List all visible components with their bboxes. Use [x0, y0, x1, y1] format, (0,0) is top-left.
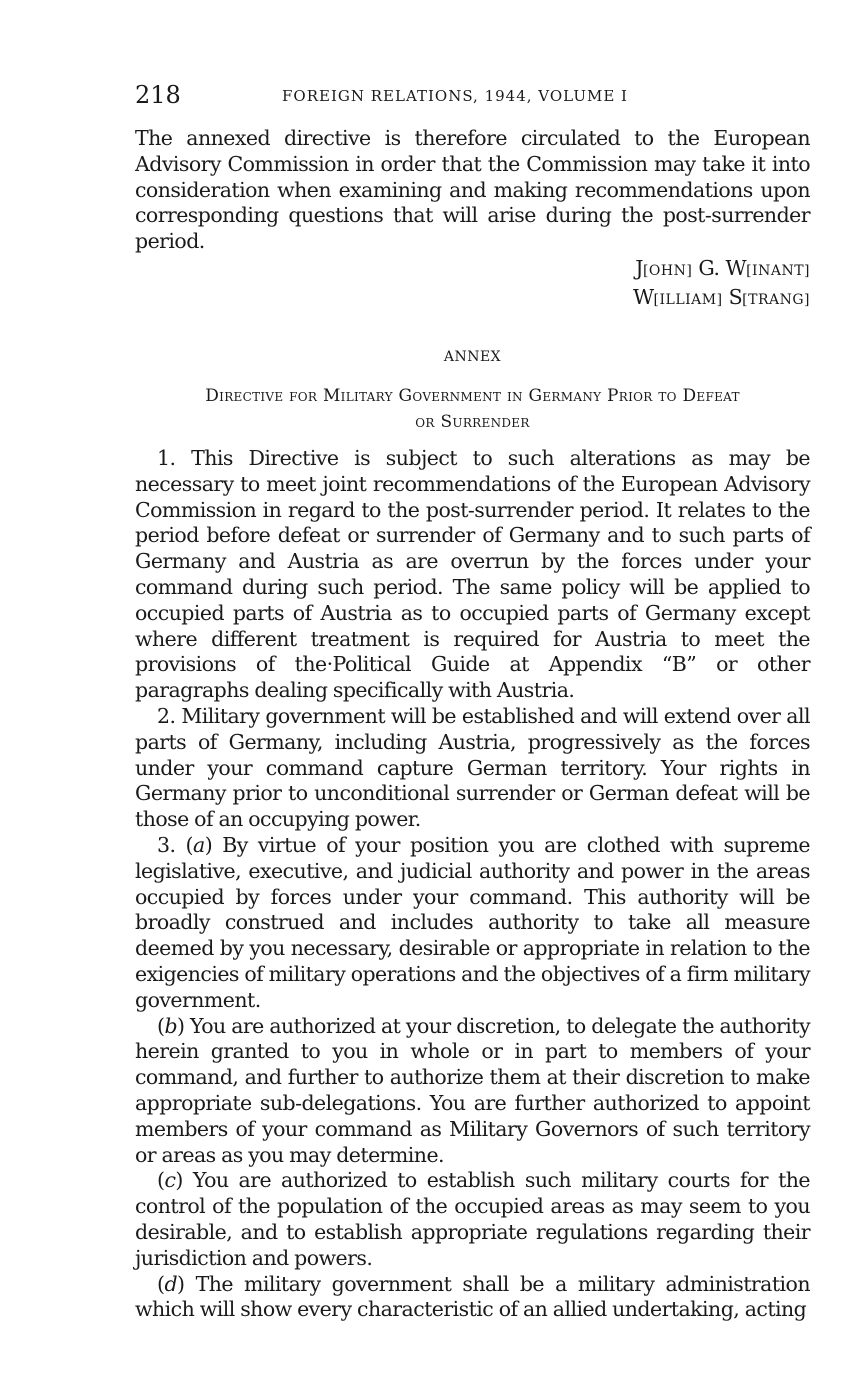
directive-body — [135, 446, 810, 1323]
page-header — [135, 80, 810, 110]
paragraph-1: 1. This Directive is subject to such alterations as may be necessary to meet joint recommendations of the European Advisory Commission in regard to the post-surrender period. It relates to the period before defeat or surrender of Germany and to such parts of Germany and Austria as are overrun by the forces under your command during such period. The same policy will be applied to occupied parts of Austria as to occupied parts of Germany except where different treatment is required for Austria to meet the provisions of the·Political Guide at Appendix “B” or other paragraphs dealing specifically with Austria. — [135, 446, 810, 703]
paragraph-3c: (c) You are authorized to establish such military courts for the control of the population of the occupied areas as may seem to you desirable, and to establish appropriate regulations regarding their jurisdiction and powers. — [135, 1168, 810, 1270]
directive-title — [135, 383, 810, 435]
intro-section — [135, 126, 810, 255]
paragraph-3b: (b) You are authorized at your discretion, to delegate the authority herein granted to you in whole or in part to members of your command, and further to authorize them at their discretion to make appropriate sub-delegations. You are further authorized to appoint members of your command as Military Governors of such territory or areas as you may determine. — [135, 1013, 810, 1167]
directive-title-line-2: or Surrender — [415, 412, 530, 432]
intro-paragraph: The annexed directive is therefore circulated to the European Advisory Commission in order that the Commission may take it into consideration when examining and making recommendations upon corresponding questions that will arise during the post-surrender period. — [135, 126, 810, 254]
paragraph-3a: 3. (a) By virtue of your position you are clothed with supreme legislative, executive, and judicial authority and power in the areas occupied by forces under your command. This authority will be broadly construed and includes authority to take all measure deemed by you necessary, desirable or appropriate in relation to the exigencies of military operations and the objectives of a firm military government. — [135, 832, 811, 1012]
paragraph-3d: (d) The military government shall be a military administration which will show every characteristic of an allied undertaking, acting — [135, 1271, 810, 1322]
signature-winant: J[OHN] G. W[INANT] — [635, 256, 810, 280]
running-title: FOREIGN RELATIONS, 1944, VOLUME I — [282, 87, 628, 105]
paragraph-2: 2. Military government will be established and will extend over all parts of Germany, including Austria, progressively as the forces under your command capture German territory. Your rights in Germany prior to unconditional surrender or German defeat will be those of an occupying power. — [135, 703, 810, 832]
signature-block — [633, 256, 810, 314]
annex-label: ANNEX — [443, 349, 502, 365]
directive-title-line-1: Directive for Military Government in Germany Prior to Defeat — [205, 386, 740, 406]
signature-strang: W[ILLIAM] S[TRANG] — [632, 284, 810, 309]
page-number: 218 — [135, 81, 181, 109]
